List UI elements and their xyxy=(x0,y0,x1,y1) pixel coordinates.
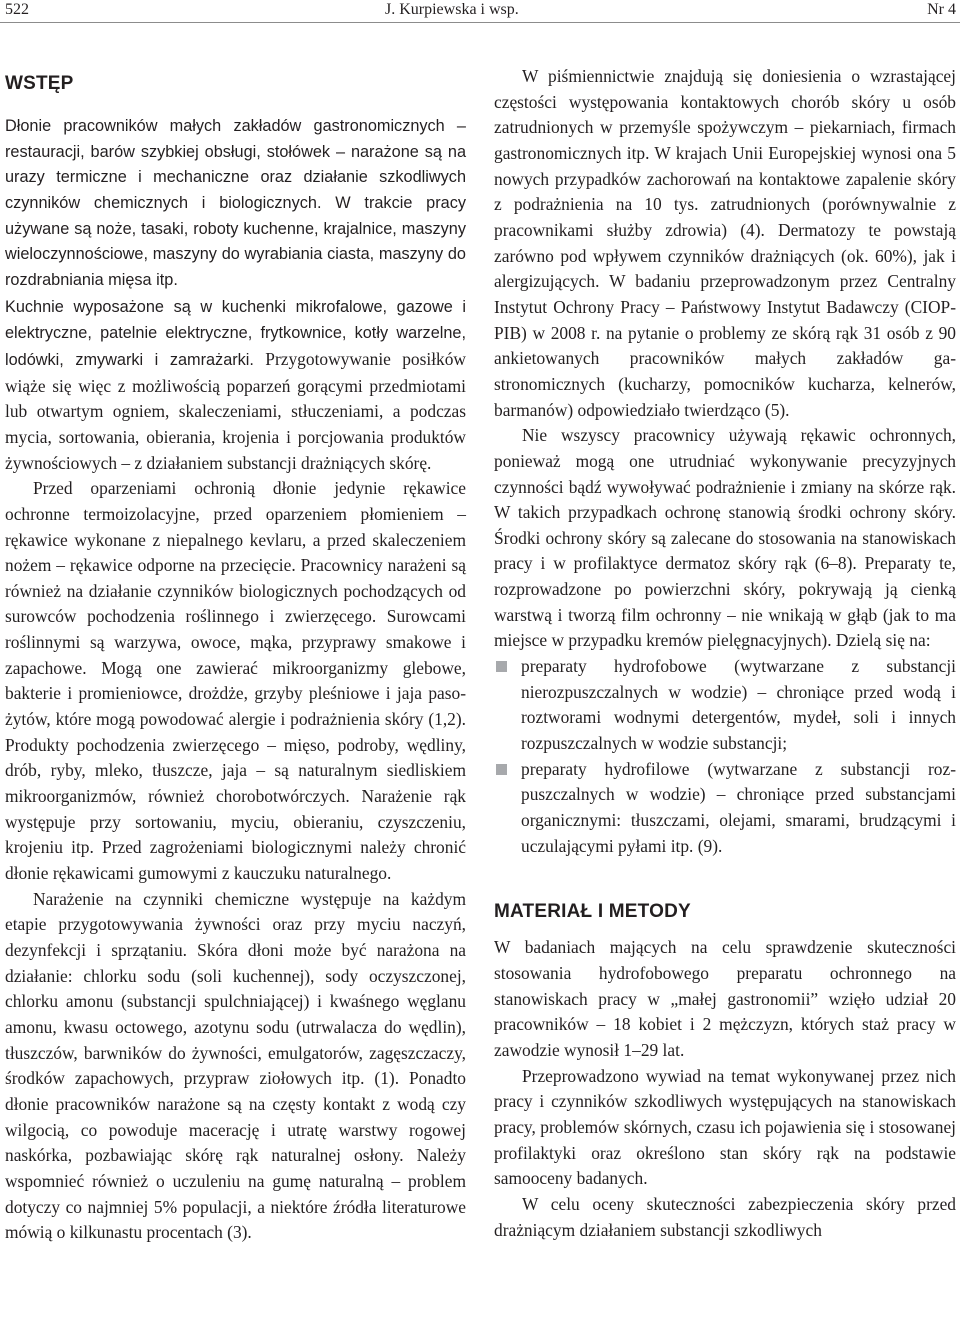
right-column xyxy=(494,64,956,1243)
methods-paragraph-3: W celu oceny skuteczności zabezpieczenia skóry przed drażniącym działaniem substancji szkodliwych xyxy=(494,1193,956,1240)
list-item-text: preparaty hydrofobowe (wytwarzane z substancji nierozpuszczalnych w wodzie) – chroniące przed wodą i roztworami wodnymi detergentów, mydeł, soli i innych rozpuszczalnych w wodzie substancji; xyxy=(521,656,956,754)
running-header xyxy=(0,0,960,22)
square-bullet-icon xyxy=(496,661,507,672)
intro-paragraph-2-sans: Kuchnie wyposażone są w kuchenki mikrofalowe, gazowe i elektryczne, patelnie elektryczne, frytkownice, kotły warzelne, lodówki, zmywarki i zamrażarki. xyxy=(5,297,466,369)
header-rule xyxy=(0,22,960,23)
methods-paragraph-1: W badaniach mających na celu sprawdzenie skuteczności stosowania hydrofobowego preparatu ochronnego na stanowiskach pracy w „małej gastronomii” wzięło udział 20 pracowników – 18 kobiet i 2 mężczyzn, których staż pracy w zawodzie wynosił 1–29 lat. xyxy=(494,937,956,1060)
methods-paragraph-2: Przeprowadzono wywiad na temat wykonywanej przez nich pracy i czynników szkodliwych występujących na stanowiskach pracy, problemów skórnych, czasu ich pojawienia się i stosowanej profilaktyki oraz określono stan skóry rąk na podstawie samooceny badanych. xyxy=(494,1065,956,1189)
intro-paragraph-6: Nie wszyscy pracownicy używają rękawic ochronnych, ponieważ mogą one utrudniać wykonywanie precyzyjnych czynności bądź wywoływać podrażnienie i zmiany na skórze rąk. W takich przypadkach ochronę stanowią środki ochrony skóry. Środki ochrony skóry są zalecane do stosowania na stanowiskach pracy i w profilaktyce dermatoz skóry rąk (6–8). Preparaty te, rozprowadzone po powierzchni skóry, pokrywają ją cienką warstwą i tworzą film ochronny – nie wnikają w głąb (jak to ma miejsce w przypadku kremów pielęgnacyjnych). Dzielą się na: xyxy=(494,425,956,651)
intro-paragraph-3: Przed oparzeniami ochronią dłonie jedynie rękawice ochronne termoizolacyjne, przed oparzeniem płomieniem – rękawice wykonane z niepalnego kevlaru, a przed skaleczeniem nożem – rękawice odporne na przecięcie. Pracownicy narażeni są również na działanie czynników biologicznych pochodzących od surowców pochodzenia roślinnego i zwierzęcego. Surowcami roślinnymi są warzywa, owoce, mąka, przyprawy smakowe i zapachowe. Mogą one zawierać mikroorganizmy glebowe, bakterie i promieniowce, drożdże, grzyby pleśniowe i jaja pasożytów, które mogą powodować alergie i podrażnienia skóry (1,2). Produkty pochodzenia zwierzęcego – mięso, podroby, wędliny, drób, ryby, mleko, tłuszcze, jaja – są naturalnym siedliskiem mikroorganizmów, również chorobotwórczych. Narażenie rąk występuje przy sortowaniu, myciu, obieraniu, czyszczeniu, krojeniu itp. Przed zagrożeniami biologicznymi należy chronić dłonie rękawicami gumowymi z kauczuku naturalnego. xyxy=(5,478,466,884)
section-heading-intro: WSTĘP xyxy=(5,73,74,94)
running-authors: J. Kurpiewska i wsp. xyxy=(385,1,519,18)
square-bullet-icon xyxy=(496,764,507,775)
intro-paragraph-2 xyxy=(5,294,466,477)
page-number: 522 xyxy=(5,1,29,18)
list-item-text: preparaty hydrofilowe (wytwarzane z substancji rozpuszczalnych w wodzie) – chroniące przed substancjami organicznymi: tłuszczami, olejami, smarami, brudzącymi i uczulającymi pyłami itp. (9). xyxy=(521,758,956,856)
section-spacer xyxy=(494,859,956,897)
section-heading-methods: MATERIAŁ I METODY xyxy=(494,901,691,923)
protective-preparations-list xyxy=(494,654,956,859)
intro-paragraph-2-serif: Przygotowywanie posiłków wiąże się więc z możliwością poparzeń gorącymi przedmiotami lub otwartym ogniem, skaleczeniami, stłuczeniami, a podczas mycia, sortowania, obierania, krojenia i porcjowania produktów żywnościowych – z działaniem substancji drażniących skórę. xyxy=(5,348,466,473)
intro-paragraph-5: W piśmiennictwie znajdują się doniesienia o wzrastającej częstości występowania kontaktowych chorób skóry u osób zatrudnionych w przemyśle spożywczym – piekarniach, firmach gastronomicznych itp. W krajach Unii Europejskiej wynosi ona 5 nowych przypadków zachorowań na kontaktowe zapalenie skóry z podrażnienia na 10 tys. zatrudnionych (porównywalnie z pracownikami służby zdrowia) (4). Dermatozy te powstają zarówno pod wpływem czynników drażniących (ok. 60%), jak i alergizujących. W badaniu przeprowadzonym przez Centralny Instytut Ochrony Pracy – Państwowy Instytut Badawczy (CIOP-PIB) w 2008 r. na pytanie o problemy ze skórą rąk 31 osób z 90 ankietowanych pracowników małych zakładów gastronomicznych (kucharzy, pomocników kucharza, kelnerów, barmanów) odpowiedziało twierdząco (5). xyxy=(494,66,956,420)
intro-paragraph-4: Narażenie na czynniki chemiczne występuje na każdym etapie przygotowywania żywności oraz przy myciu naczyń, dezynfekcji i sprzątaniu. Skóra dłoni może być narażona na działanie: chlorku sodu (soli kuchennej), sody oczyszczonej, chlorku amonu (substancji spulchniającej) i kwaśnego węglanu amonu, kwasu octowego, azotynu sodu (utrwalacza do wędlin), tłuszczów, barwników do żywności, emulgatorów, zagęszczaczy, środków zapachowych, przypraw ziołowych itp. (1). Ponadto dłonie pracowników narażone są na częsty kontakt z wodą czy wilgocią, co powoduje macerację i utratę warstwy rogowej naskórka, pozbawiając skórę rąk naturalnej osłony. Należy wspomnieć również o uczuleniu na gumę naturalną – problem dotyczy co najmniej 5% populacji, a niektóre źródła literaturowe mówią o kilkunastu procentach (3). xyxy=(5,888,466,1243)
list-item xyxy=(494,654,956,757)
issue-number: Nr 4 xyxy=(927,1,956,18)
intro-paragraph-1: Dłonie pracowników małych zakładów gastronomicznych – restauracji, barów szybkiej obsługi, stołówek – narażone są na urazy termiczne i mechaniczne oraz działanie szkodliwych czynników chemicznych i biologicznych. W trakcie pracy używane są noże, tasaki, roboty kuchenne, krajalnice, maszyny wieloczynnościowe, maszyny do wyrabiania ciasta, maszyny do rozdrabniania mięsa itp. xyxy=(5,117,466,289)
left-column xyxy=(5,64,466,1246)
list-item xyxy=(494,757,956,860)
